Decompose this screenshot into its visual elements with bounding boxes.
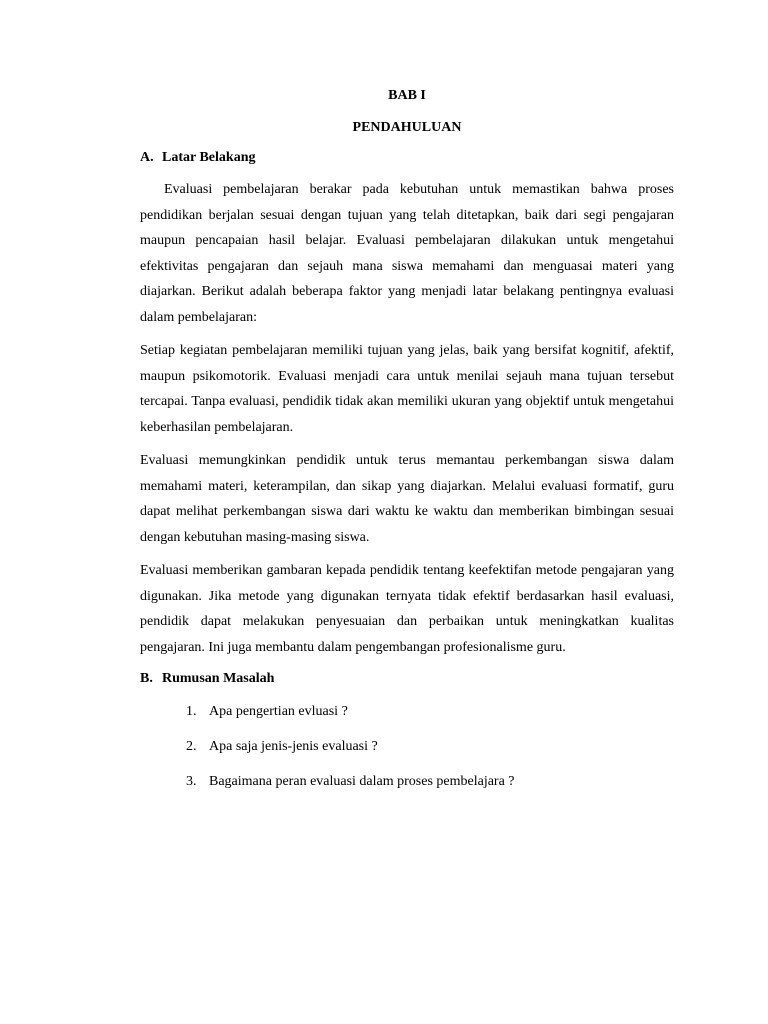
section-a-title: Latar Belakang: [162, 150, 256, 165]
list-item: [186, 772, 674, 792]
document-page: [140, 86, 674, 807]
problem-list: [140, 702, 674, 792]
background-paragraph-2: Setiap kegiatan pembelajaran memiliki tujuan yang jelas, baik yang bersifat kognitif, afektif, maupun psikomotorik. Evaluasi menjadi cara untuk menilai sejauh mana tujuan tersebut tercapai. Tanpa evaluasi, pendidik tidak akan memiliki ukuran yang objektif untuk mengetahui keberhasilan pembelajaran.: [140, 343, 674, 435]
list-item-number: 1.: [186, 704, 197, 719]
section-b-marker: B.: [140, 671, 153, 686]
background-paragraph-3: Evaluasi memungkinkan pendidik untuk terus memantau perkembangan siswa dalam memahami materi, keterampilan, dan sikap yang diajarkan. Melalui evaluasi formatif, guru dapat melihat perkembangan siswa dari waktu ke waktu dan memberikan bimbingan sesuai dengan kebutuhan masing-masing siswa.: [140, 453, 674, 545]
list-item: [186, 702, 674, 722]
list-item-number: 2.: [186, 739, 197, 754]
list-item-number: 3.: [186, 774, 197, 789]
chapter-title: PENDAHULUAN: [352, 120, 462, 135]
section-b-heading: [140, 669, 674, 689]
section-b-title: Rumusan Masalah: [162, 671, 275, 686]
list-item-text: Apa pengertian evluasi ?: [209, 704, 348, 719]
section-a-marker: A.: [140, 150, 154, 165]
chapter-number: BAB I: [388, 88, 426, 103]
section-a-heading: [140, 148, 674, 168]
list-item: [186, 737, 674, 757]
list-item-text: Bagaimana peran evaluasi dalam proses pembelajara ?: [209, 774, 515, 789]
background-paragraph-1: Evaluasi pembelajaran berakar pada kebutuhan untuk memastikan bahwa proses pendidikan berjalan sesuai dengan tujuan yang telah ditetapkan, baik dari segi pengajaran maupun pencapaian hasil belajar. Evaluasi pembelajaran dilakukan untuk mengetahui efektivitas pengajaran dan sejauh mana siswa memahami dan menguasai materi yang diajarkan. Berikut adalah beberapa faktor yang menjadi latar belakang pentingnya evaluasi dalam pembelajaran:: [140, 182, 674, 325]
list-item-text: Apa saja jenis-jenis evaluasi ?: [209, 739, 378, 754]
background-paragraph-4: Evaluasi memberikan gambaran kepada pendidik tentang keefektifan metode pengajaran yang digunakan. Jika metode yang digunakan ternyata tidak efektif berdasarkan hasil evaluasi, pendidik dapat melakukan penyesuaian dan perbaikan untuk meningkatkan kualitas pengajaran. Ini juga membantu dalam pengembangan profesionalisme guru.: [140, 563, 674, 655]
